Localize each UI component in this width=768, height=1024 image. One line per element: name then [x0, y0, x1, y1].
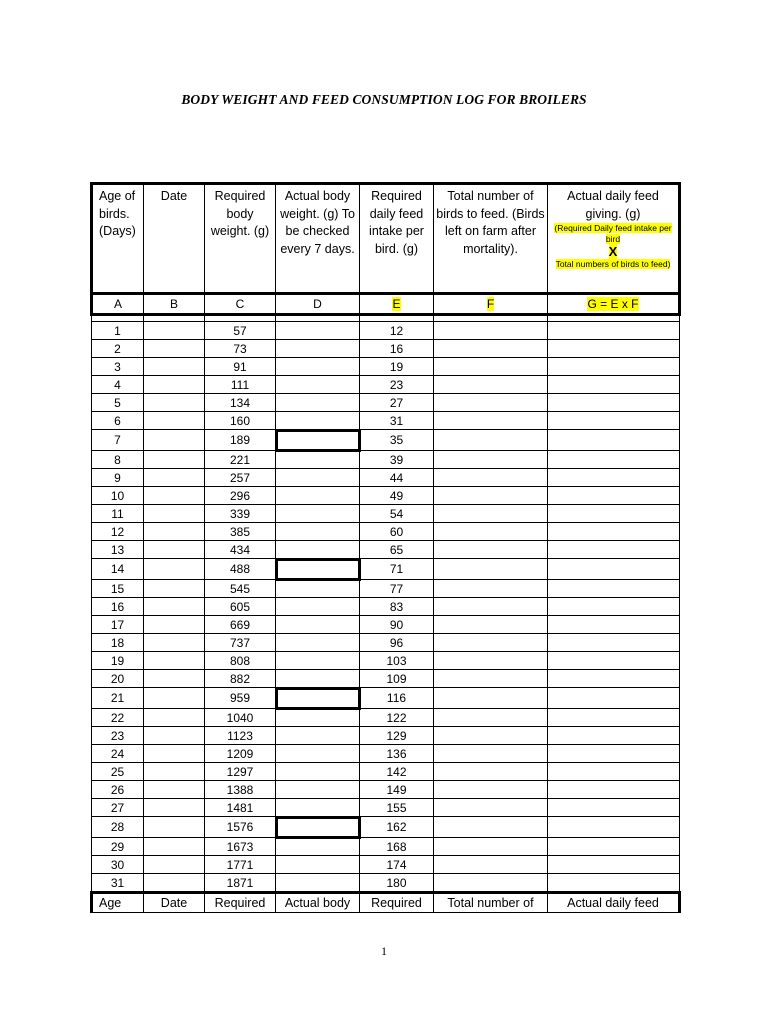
- date-cell[interactable]: [144, 709, 205, 727]
- actual-feed-cell[interactable]: [548, 523, 680, 541]
- required-weight-cell: 189: [205, 430, 276, 451]
- required-feed-cell: 142: [360, 763, 434, 781]
- weight-check-cell[interactable]: [276, 688, 360, 709]
- total-birds-cell[interactable]: [434, 598, 548, 616]
- total-birds-cell[interactable]: [434, 709, 548, 727]
- actual-feed-cell[interactable]: [548, 709, 680, 727]
- table-row: [92, 358, 680, 376]
- table-row: [92, 580, 680, 598]
- header-date: Date: [144, 184, 205, 294]
- letter-e: [360, 294, 434, 315]
- required-feed-cell: 168: [360, 838, 434, 856]
- required-feed-cell: 39: [360, 451, 434, 469]
- actual-feed-cell[interactable]: [548, 376, 680, 394]
- actual-feed-cell[interactable]: [548, 559, 680, 580]
- required-feed-cell: 90: [360, 616, 434, 634]
- date-cell[interactable]: [144, 523, 205, 541]
- required-feed-cell: 109: [360, 670, 434, 688]
- date-cell[interactable]: [144, 763, 205, 781]
- table-row: [92, 394, 680, 412]
- required-weight-cell: 1209: [205, 745, 276, 763]
- actual-feed-cell[interactable]: [548, 634, 680, 652]
- required-feed-cell: 129: [360, 727, 434, 745]
- required-weight-cell: 111: [205, 376, 276, 394]
- required-weight-cell: 605: [205, 598, 276, 616]
- table-row: [92, 817, 680, 838]
- weight-check-cell[interactable]: [276, 430, 360, 451]
- required-weight-cell: 57: [205, 322, 276, 340]
- date-cell[interactable]: [144, 541, 205, 559]
- date-cell[interactable]: [144, 451, 205, 469]
- date-cell[interactable]: [144, 616, 205, 634]
- date-cell[interactable]: [144, 469, 205, 487]
- actual-weight-cell[interactable]: [276, 616, 360, 634]
- date-cell[interactable]: [144, 781, 205, 799]
- total-birds-cell[interactable]: [434, 505, 548, 523]
- table-row: [92, 763, 680, 781]
- day-cell: 14: [92, 559, 144, 580]
- document-title: BODY WEIGHT AND FEED CONSUMPTION LOG FOR BROILERS: [181, 92, 587, 107]
- actual-feed-cell[interactable]: [548, 799, 680, 817]
- actual-weight-cell[interactable]: [276, 394, 360, 412]
- total-birds-cell[interactable]: [434, 817, 548, 838]
- actual-feed-cell[interactable]: [548, 781, 680, 799]
- required-feed-cell: 96: [360, 634, 434, 652]
- weight-check-cell[interactable]: [276, 559, 360, 580]
- actual-feed-cell[interactable]: [548, 817, 680, 838]
- required-weight-cell: 385: [205, 523, 276, 541]
- required-weight-cell: 737: [205, 634, 276, 652]
- actual-weight-cell[interactable]: [276, 523, 360, 541]
- header-required-feed: Required daily feed intake per bird. (g): [360, 184, 434, 294]
- actual-feed-cell[interactable]: [548, 763, 680, 781]
- header-age: Age of birds. (Days): [92, 184, 144, 294]
- day-cell: 24: [92, 745, 144, 763]
- header-actual-feed-x: X: [608, 244, 618, 259]
- total-birds-cell[interactable]: [434, 340, 548, 358]
- required-weight-cell: 1576: [205, 817, 276, 838]
- table-row: [92, 598, 680, 616]
- required-feed-cell: 122: [360, 709, 434, 727]
- date-cell[interactable]: [144, 487, 205, 505]
- date-cell[interactable]: [144, 340, 205, 358]
- actual-feed-cell[interactable]: [548, 727, 680, 745]
- header-actual-feed: [548, 184, 680, 294]
- total-birds-cell[interactable]: [434, 781, 548, 799]
- day-cell: 3: [92, 358, 144, 376]
- required-feed-cell: 116: [360, 688, 434, 709]
- day-cell: 21: [92, 688, 144, 709]
- actual-feed-cell[interactable]: [548, 652, 680, 670]
- required-weight-cell: 1771: [205, 856, 276, 874]
- required-weight-cell: 434: [205, 541, 276, 559]
- table-row: [92, 541, 680, 559]
- day-cell: 15: [92, 580, 144, 598]
- table-row: [92, 505, 680, 523]
- date-cell[interactable]: [144, 817, 205, 838]
- total-birds-cell[interactable]: [434, 559, 548, 580]
- required-feed-cell: 83: [360, 598, 434, 616]
- day-cell: 16: [92, 598, 144, 616]
- page-number: 1: [381, 944, 387, 958]
- table-row: [92, 652, 680, 670]
- date-cell[interactable]: [144, 745, 205, 763]
- actual-feed-cell[interactable]: [548, 412, 680, 430]
- day-cell: 28: [92, 817, 144, 838]
- table-row: [92, 322, 680, 340]
- date-cell[interactable]: [144, 412, 205, 430]
- total-birds-cell[interactable]: [434, 838, 548, 856]
- required-weight-cell: 959: [205, 688, 276, 709]
- date-cell[interactable]: [144, 598, 205, 616]
- broiler-log-table: [90, 182, 681, 913]
- total-birds-cell[interactable]: [434, 451, 548, 469]
- table-row: [92, 616, 680, 634]
- required-feed-cell: 149: [360, 781, 434, 799]
- actual-feed-cell[interactable]: [548, 541, 680, 559]
- actual-weight-cell[interactable]: [276, 763, 360, 781]
- date-cell[interactable]: [144, 727, 205, 745]
- footer-age: Age: [92, 893, 144, 913]
- actual-weight-cell[interactable]: [276, 781, 360, 799]
- actual-feed-cell[interactable]: [548, 838, 680, 856]
- date-cell[interactable]: [144, 799, 205, 817]
- table-row: [92, 709, 680, 727]
- table-row: [92, 688, 680, 709]
- total-birds-cell[interactable]: [434, 856, 548, 874]
- required-feed-cell: 162: [360, 817, 434, 838]
- required-feed-cell: 44: [360, 469, 434, 487]
- required-feed-cell: 180: [360, 874, 434, 893]
- day-cell: 6: [92, 412, 144, 430]
- total-birds-cell[interactable]: [434, 616, 548, 634]
- letter-e-highlight: E: [392, 297, 401, 311]
- table-row: [92, 874, 680, 893]
- header-actual-feed-note1: (Required Daily feed intake per bird: [554, 223, 672, 244]
- column-letter-row: [92, 294, 680, 315]
- day-cell: 11: [92, 505, 144, 523]
- spacer-row: [92, 315, 680, 322]
- day-cell: 10: [92, 487, 144, 505]
- required-feed-cell: 136: [360, 745, 434, 763]
- date-cell[interactable]: [144, 559, 205, 580]
- date-cell[interactable]: [144, 874, 205, 893]
- table-row: [92, 523, 680, 541]
- actual-feed-cell[interactable]: [548, 469, 680, 487]
- day-cell: 5: [92, 394, 144, 412]
- day-cell: 31: [92, 874, 144, 893]
- actual-feed-cell[interactable]: [548, 598, 680, 616]
- date-cell[interactable]: [144, 856, 205, 874]
- required-feed-cell: 19: [360, 358, 434, 376]
- date-cell[interactable]: [144, 394, 205, 412]
- table-row: [92, 781, 680, 799]
- table-row: [92, 670, 680, 688]
- header-actual-feed-main: Actual daily feed giving. (g): [567, 189, 659, 221]
- letter-g: [548, 294, 680, 315]
- total-birds-cell[interactable]: [434, 376, 548, 394]
- required-feed-cell: 103: [360, 652, 434, 670]
- actual-weight-cell[interactable]: [276, 598, 360, 616]
- required-weight-cell: 1123: [205, 727, 276, 745]
- day-cell: 25: [92, 763, 144, 781]
- actual-weight-cell[interactable]: [276, 541, 360, 559]
- actual-feed-cell[interactable]: [548, 688, 680, 709]
- required-weight-cell: 1388: [205, 781, 276, 799]
- table-row: [92, 451, 680, 469]
- table-row: [92, 487, 680, 505]
- actual-feed-cell[interactable]: [548, 394, 680, 412]
- required-weight-cell: 669: [205, 616, 276, 634]
- footer-actual-body: Actual body: [276, 893, 360, 913]
- letter-c: C: [205, 294, 276, 315]
- date-cell[interactable]: [144, 358, 205, 376]
- required-weight-cell: 1673: [205, 838, 276, 856]
- table-row: [92, 634, 680, 652]
- day-cell: 17: [92, 616, 144, 634]
- actual-weight-cell[interactable]: [276, 856, 360, 874]
- total-birds-cell[interactable]: [434, 688, 548, 709]
- header-required-weight: Required body weight. (g): [205, 184, 276, 294]
- day-cell: 30: [92, 856, 144, 874]
- day-cell: 4: [92, 376, 144, 394]
- total-birds-cell[interactable]: [434, 394, 548, 412]
- day-cell: 26: [92, 781, 144, 799]
- actual-weight-cell[interactable]: [276, 709, 360, 727]
- actual-weight-cell[interactable]: [276, 376, 360, 394]
- day-cell: 9: [92, 469, 144, 487]
- required-weight-cell: 296: [205, 487, 276, 505]
- required-weight-cell: 134: [205, 394, 276, 412]
- date-cell[interactable]: [144, 580, 205, 598]
- table-row: [92, 727, 680, 745]
- day-cell: 27: [92, 799, 144, 817]
- table-row: [92, 745, 680, 763]
- table-row: [92, 376, 680, 394]
- actual-feed-cell[interactable]: [548, 505, 680, 523]
- actual-weight-cell[interactable]: [276, 652, 360, 670]
- weight-check-cell[interactable]: [276, 817, 360, 838]
- actual-weight-cell[interactable]: [276, 799, 360, 817]
- actual-feed-cell[interactable]: [548, 322, 680, 340]
- actual-weight-cell[interactable]: [276, 322, 360, 340]
- actual-weight-cell[interactable]: [276, 412, 360, 430]
- required-feed-cell: 77: [360, 580, 434, 598]
- required-weight-cell: 339: [205, 505, 276, 523]
- required-weight-cell: 1481: [205, 799, 276, 817]
- header-actual-weight: Actual body weight. (g) To be checked every 7 days.: [276, 184, 360, 294]
- footer-date: Date: [144, 893, 205, 913]
- required-weight-cell: 221: [205, 451, 276, 469]
- day-cell: 22: [92, 709, 144, 727]
- letter-b: B: [144, 294, 205, 315]
- day-cell: 23: [92, 727, 144, 745]
- letter-d: D: [276, 294, 360, 315]
- actual-weight-cell[interactable]: [276, 358, 360, 376]
- day-cell: 13: [92, 541, 144, 559]
- table-row: [92, 412, 680, 430]
- required-weight-cell: 1297: [205, 763, 276, 781]
- date-cell[interactable]: [144, 430, 205, 451]
- date-cell[interactable]: [144, 670, 205, 688]
- required-weight-cell: 91: [205, 358, 276, 376]
- day-cell: 29: [92, 838, 144, 856]
- footer-required: Required: [205, 893, 276, 913]
- required-feed-cell: 71: [360, 559, 434, 580]
- footer-row: [92, 893, 680, 913]
- letter-a: A: [92, 294, 144, 315]
- total-birds-cell[interactable]: [434, 322, 548, 340]
- header-total-birds: Total number of birds to feed. (Birds left on farm after mortality).: [434, 184, 548, 294]
- actual-weight-cell[interactable]: [276, 580, 360, 598]
- total-birds-cell[interactable]: [434, 763, 548, 781]
- table-row: [92, 559, 680, 580]
- header-actual-feed-note2: Total numbers of birds to feed): [555, 259, 671, 269]
- actual-weight-cell[interactable]: [276, 745, 360, 763]
- required-feed-cell: 31: [360, 412, 434, 430]
- total-birds-cell[interactable]: [434, 523, 548, 541]
- total-birds-cell[interactable]: [434, 874, 548, 893]
- required-weight-cell: 257: [205, 469, 276, 487]
- letter-f-highlight: F: [486, 297, 495, 311]
- date-cell[interactable]: [144, 505, 205, 523]
- table-row: [92, 469, 680, 487]
- required-weight-cell: 1871: [205, 874, 276, 893]
- total-birds-cell[interactable]: [434, 727, 548, 745]
- total-birds-cell[interactable]: [434, 412, 548, 430]
- total-birds-cell[interactable]: [434, 670, 548, 688]
- actual-weight-cell[interactable]: [276, 505, 360, 523]
- actual-feed-cell[interactable]: [548, 580, 680, 598]
- total-birds-cell[interactable]: [434, 580, 548, 598]
- day-cell: 12: [92, 523, 144, 541]
- actual-feed-cell[interactable]: [548, 340, 680, 358]
- table-row: [92, 430, 680, 451]
- day-cell: 19: [92, 652, 144, 670]
- actual-weight-cell[interactable]: [276, 727, 360, 745]
- required-weight-cell: 1040: [205, 709, 276, 727]
- total-birds-cell[interactable]: [434, 358, 548, 376]
- actual-feed-cell[interactable]: [548, 430, 680, 451]
- table-row: [92, 856, 680, 874]
- actual-feed-cell[interactable]: [548, 358, 680, 376]
- required-feed-cell: 12: [360, 322, 434, 340]
- required-feed-cell: 27: [360, 394, 434, 412]
- actual-weight-cell[interactable]: [276, 838, 360, 856]
- actual-weight-cell[interactable]: [276, 874, 360, 893]
- total-birds-cell[interactable]: [434, 652, 548, 670]
- date-cell[interactable]: [144, 634, 205, 652]
- header-row: [92, 184, 680, 294]
- required-feed-cell: 49: [360, 487, 434, 505]
- day-cell: 20: [92, 670, 144, 688]
- date-cell[interactable]: [144, 838, 205, 856]
- actual-weight-cell[interactable]: [276, 451, 360, 469]
- day-cell: 18: [92, 634, 144, 652]
- required-feed-cell: 35: [360, 430, 434, 451]
- actual-weight-cell[interactable]: [276, 340, 360, 358]
- required-weight-cell: 882: [205, 670, 276, 688]
- actual-feed-cell[interactable]: [548, 487, 680, 505]
- required-weight-cell: 73: [205, 340, 276, 358]
- day-cell: 1: [92, 322, 144, 340]
- date-cell[interactable]: [144, 652, 205, 670]
- total-birds-cell[interactable]: [434, 541, 548, 559]
- actual-feed-cell[interactable]: [548, 451, 680, 469]
- actual-feed-cell[interactable]: [548, 745, 680, 763]
- total-birds-cell[interactable]: [434, 745, 548, 763]
- date-cell[interactable]: [144, 322, 205, 340]
- day-cell: 7: [92, 430, 144, 451]
- total-birds-cell[interactable]: [434, 430, 548, 451]
- required-feed-cell: 174: [360, 856, 434, 874]
- actual-feed-cell[interactable]: [548, 616, 680, 634]
- actual-weight-cell[interactable]: [276, 487, 360, 505]
- total-birds-cell[interactable]: [434, 634, 548, 652]
- required-weight-cell: 160: [205, 412, 276, 430]
- required-feed-cell: 60: [360, 523, 434, 541]
- required-weight-cell: 545: [205, 580, 276, 598]
- total-birds-cell[interactable]: [434, 487, 548, 505]
- footer-actual-feed: Actual daily feed: [548, 893, 680, 913]
- required-weight-cell: 488: [205, 559, 276, 580]
- day-cell: 8: [92, 451, 144, 469]
- total-birds-cell[interactable]: [434, 799, 548, 817]
- actual-weight-cell[interactable]: [276, 634, 360, 652]
- footer-required-feed: Required: [360, 893, 434, 913]
- actual-feed-cell[interactable]: [548, 670, 680, 688]
- total-birds-cell[interactable]: [434, 469, 548, 487]
- date-cell[interactable]: [144, 376, 205, 394]
- actual-weight-cell[interactable]: [276, 670, 360, 688]
- required-feed-cell: 155: [360, 799, 434, 817]
- table-row: [92, 340, 680, 358]
- actual-weight-cell[interactable]: [276, 469, 360, 487]
- required-feed-cell: 16: [360, 340, 434, 358]
- footer-total-number: Total number of: [434, 893, 548, 913]
- required-feed-cell: 65: [360, 541, 434, 559]
- actual-feed-cell[interactable]: [548, 874, 680, 893]
- table-row: [92, 838, 680, 856]
- actual-feed-cell[interactable]: [548, 856, 680, 874]
- required-weight-cell: 808: [205, 652, 276, 670]
- date-cell[interactable]: [144, 688, 205, 709]
- day-cell: 2: [92, 340, 144, 358]
- table-row: [92, 799, 680, 817]
- letter-f: [434, 294, 548, 315]
- letter-g-highlight: G = E x F: [587, 297, 639, 311]
- required-feed-cell: 54: [360, 505, 434, 523]
- required-feed-cell: 23: [360, 376, 434, 394]
